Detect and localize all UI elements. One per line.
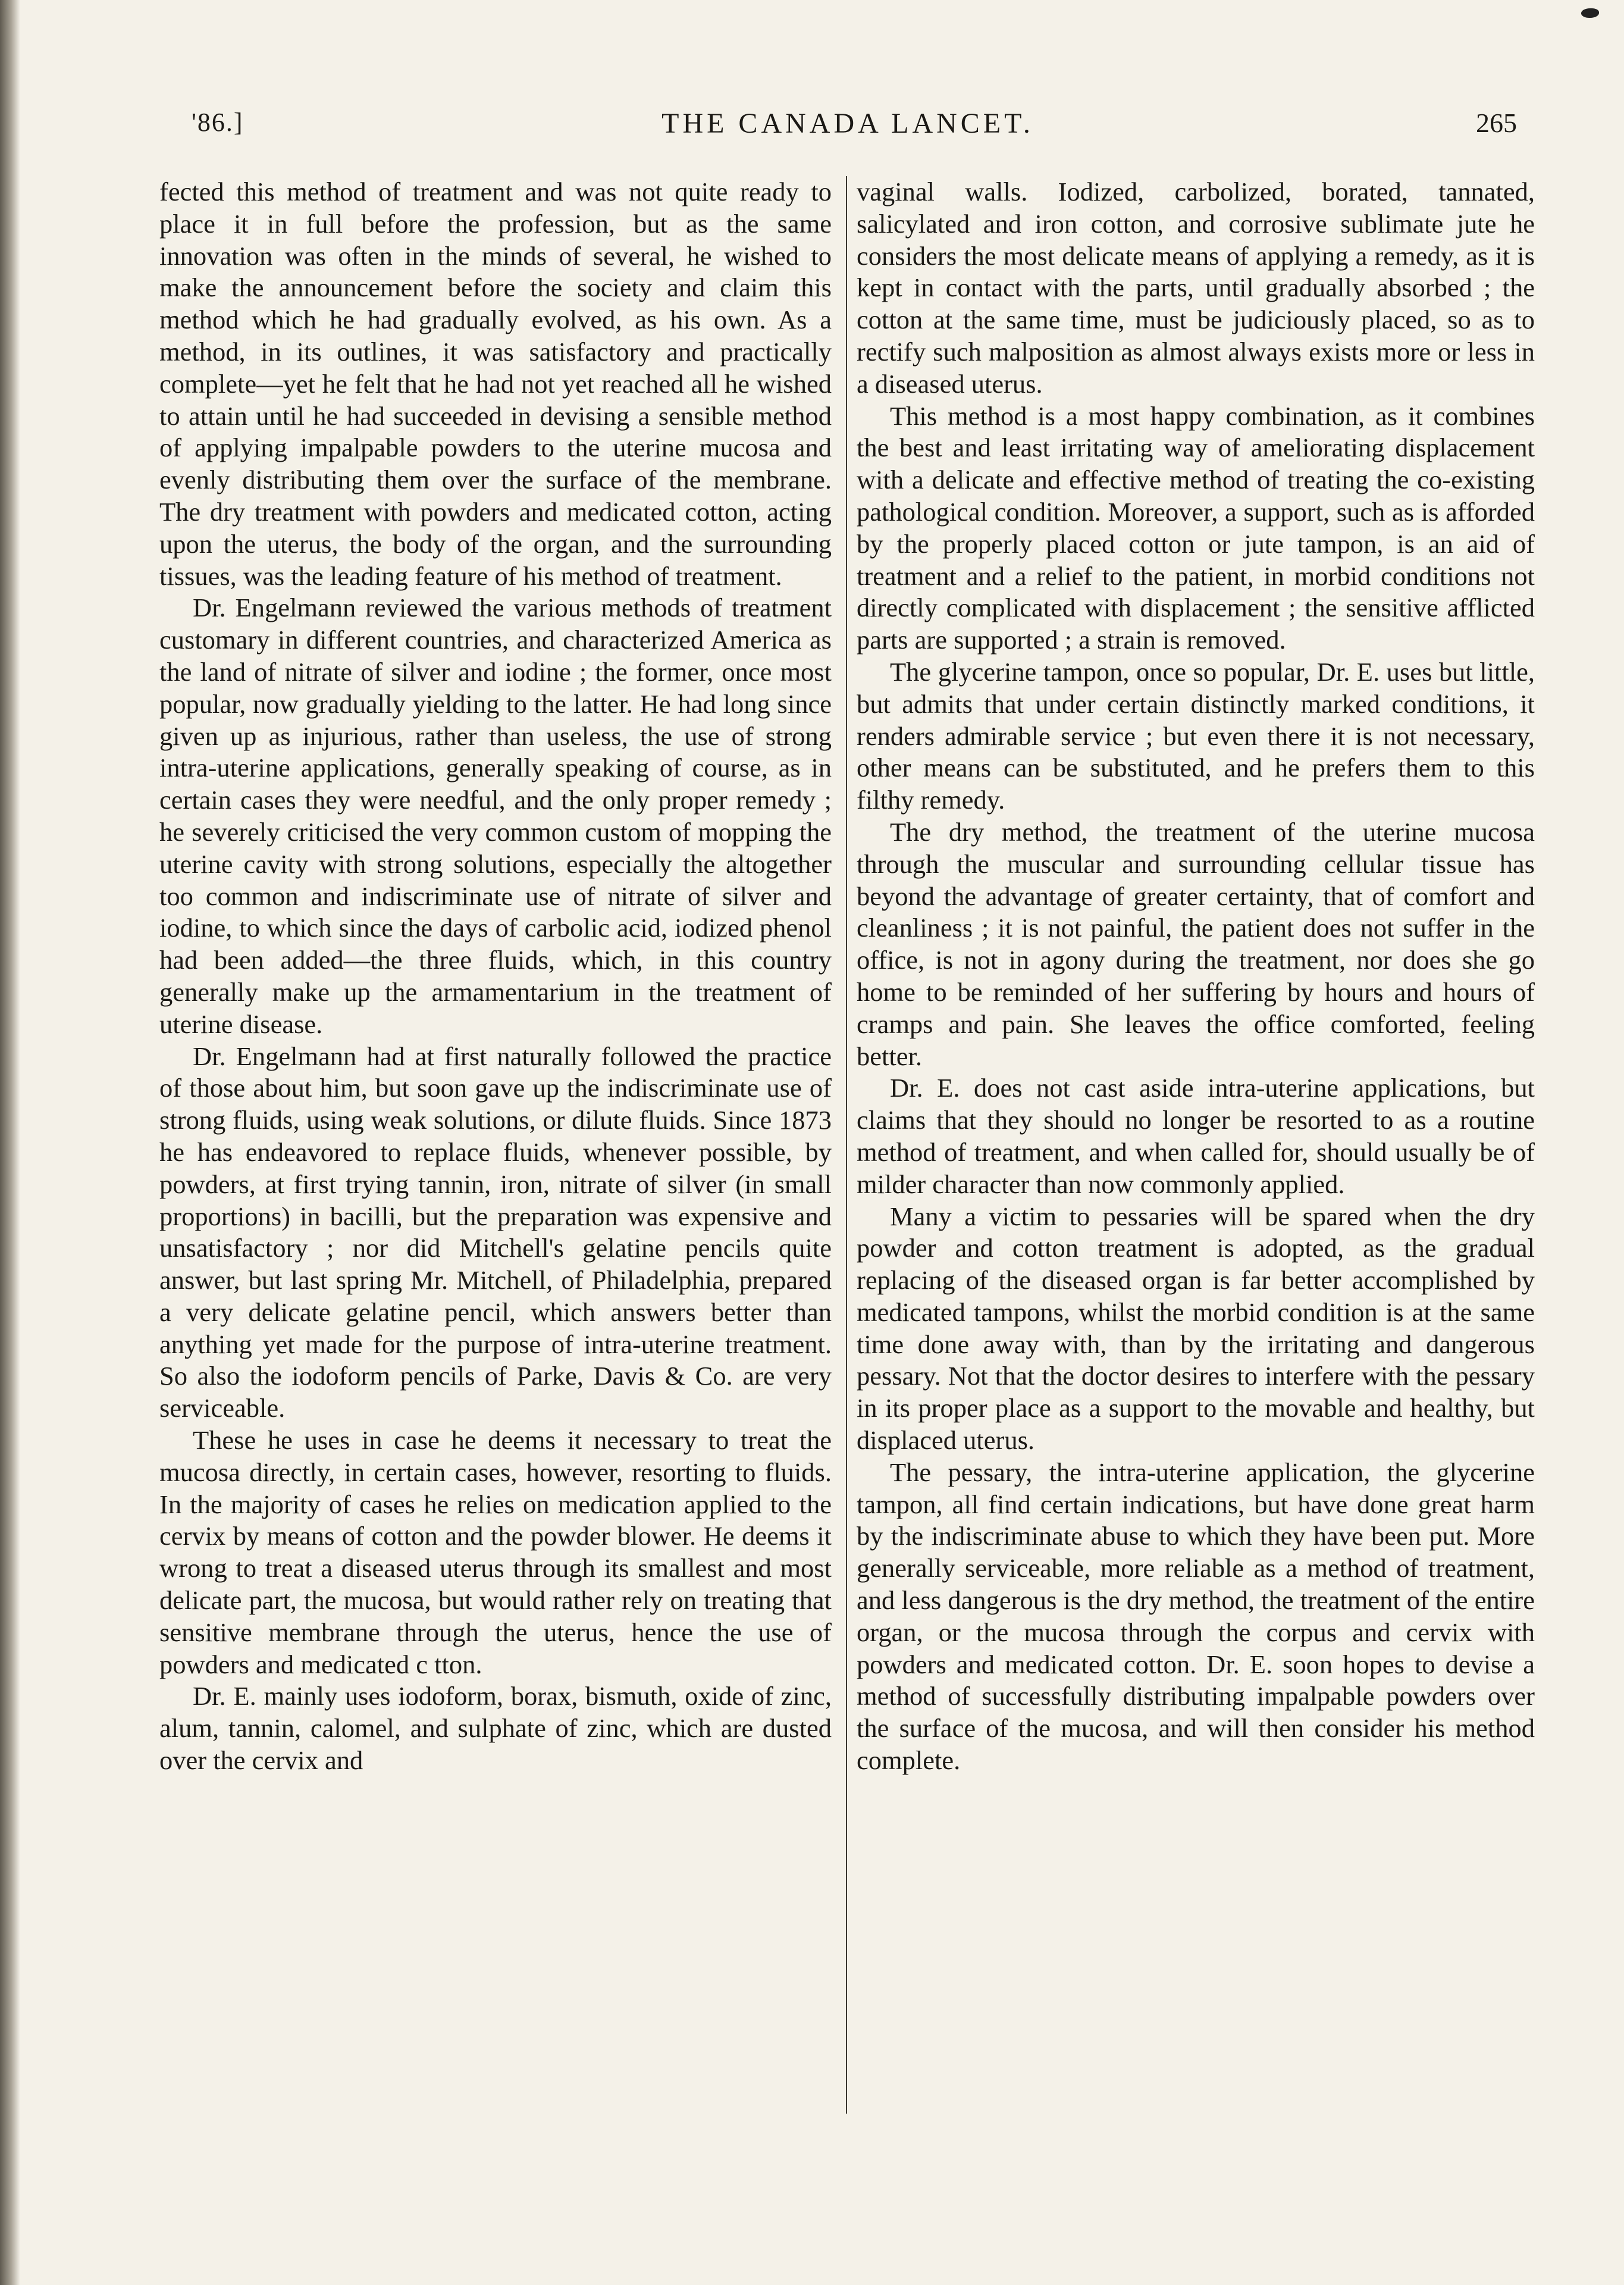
paragraph: The pessary, the intra-uterine application, the glycerine tampon, all find certain indications, but have done great harm by the indiscriminate abuse to which they have been put. More generally serviceable, more reliable as a method of treatment, and less dangerous is the dry method, the treatment of the entire organ, or the mucosa through the corpus and cervix with powders and medicated cotton. Dr. E. soon hopes to devise a method of successfully distributing impalpable powders over the surface of the mucosa, and will then consider his method complete. — [857, 1457, 1535, 1776]
paragraph: The dry method, the treatment of the uterine mucosa through the muscular and surrounding cellular tissue has beyond the advantage of greater certainty, that of comfort and cleanliness ; it is not painful, the patient does not suffer in the office, is not in agony during the treatment, nor does she go home to be reminded of her suffering by hours and hours of cramps and pain. She leaves the office comforted, feeling better. — [857, 816, 1535, 1071]
paragraph: This method is a most happy combination, as it combines the best and least irritating way of ameliorating displacement with a delicate and effective method of treating the co-existing pathological condition. Moreover, a support, such as is afforded by the properly placed cotton or jute tampon, is an aid of treatment and a relief to the patient, in morbid conditions not directly complicated with displacement ; the sensitive afflicted parts are supported ; a strain is removed. — [857, 400, 1535, 655]
paragraph: Many a victim to pessaries will be spared when the dry powder and cotton treatment is adopted, as the gradual replacing of the diseased organ is far better accomplished by medicated tampons, whilst the morbid condition is at the same time done away with, than by the irritating and dangerous pessary. Not that the doctor desires to interfere with the pessary in its proper place as a support to the movable and healthy, but displaced uterus. — [857, 1201, 1535, 1455]
header-year-mark: '86.] — [192, 108, 244, 137]
paragraph: Dr. Engelmann reviewed the various methods of treatment customary in different countries, and characterized America as the land of nitrate of silver and iodine ; the former, once most popular, now gradually yielding to the latter. He had long since given up as injurious, rather than useless, the use of strong intra-uterine applications, generally speaking of course, as in certain cases they were needful, and the only proper remedy ; he severely criticised the very common custom of mopping the uterine cavity with strong solutions, especially the altogether too common and indiscriminate use of nitrate of silver and iodine, to which since the days of carbolic acid, iodized phenol had been added—the three fluids, which, in this country generally make up the armamentarium in the treatment of uterine disease. — [159, 593, 832, 1039]
paragraph: vaginal walls. Iodized, carbolized, borated, tannated, salicylated and iron cotton, and corrosive sublimate jute he considers the most delicate means of applying a remedy, as it is kept in contact with the parts, until gradually absorbed ; the cotton at the same time, must be judiciously placed, so as to rectify such malposition as almost always exists more or less in a diseased uterus. — [857, 177, 1535, 399]
running-header — [173, 101, 1523, 155]
column-divider — [846, 176, 847, 2114]
page-number: 265 — [1476, 108, 1517, 138]
page-binding-edge — [0, 0, 20, 2285]
ink-mark — [1581, 8, 1599, 18]
paragraph: These he uses in case he deems it necessary to treat the mucosa directly, in certain cases, however, resorting to fluids. In the majority of cases he relies on medication applied to the cervix by means of cotton and the powder blower. He deems it wrong to treat a diseased uterus through its smallest and most delicate part, the mucosa, but would rather rely on treating that sensitive membrane through the uterus, hence the use of powders and medicated c tton. — [159, 1425, 832, 1679]
right-column — [857, 176, 1535, 1777]
journal-title: THE CANADA LANCET. — [661, 108, 1034, 139]
left-column — [159, 176, 832, 1777]
paragraph: Dr. E. mainly uses iodoform, borax, bismuth, oxide of zinc, alum, tannin, calomel, and sulphate of zinc, which are dusted over the cervix and — [159, 1681, 832, 1776]
paragraph: fected this method of treatment and was not quite ready to place it in full before the profession, but as the same innovation was often in the minds of several, he wished to make the announcement before the society and claim this method which he had gradually evolved, as his own. As a method, in its outlines, it was satisfactory and practically complete—yet he felt that he had not yet reached all he wished to attain until he had succeeded in devising a sensible method of applying impalpable powders to the uterine mucosa and evenly distributing them over the surface of the membrane. The dry treatment with powders and medicated cotton, acting upon the uterus, the body of the organ, and the surrounding tissues, was the leading feature of his method of treatment. — [159, 177, 832, 591]
paragraph: The glycerine tampon, once so popular, Dr. E. uses but little, but admits that under certain distinctly marked conditions, it renders admirable service ; but even there it is not necessary, other means can be substituted, and he prefers them to this filthy remedy. — [857, 656, 1535, 815]
paragraph: Dr. Engelmann had at first naturally followed the practice of those about him, but soon gave up the indiscriminate use of strong fluids, using weak solutions, or dilute fluids. Since 1873 he has endeavored to replace fluids, whenever possible, by powders, at first trying tannin, iron, nitrate of silver (in small proportions) in bacilli, but the preparation was expensive and unsatisfactory ; nor did Mitchell's gelatine pencils quite answer, but last spring Mr. Mitchell, of Philadelphia, prepared a very delicate gelatine pencil, which answers better than anything yet made for the purpose of intra-uterine treatment. So also the iodoform pencils of Parke, Davis & Co. are very serviceable. — [159, 1041, 832, 1423]
paragraph: Dr. E. does not cast aside intra-uterine applications, but claims that they should no longer be resorted to as a routine method of treatment, and when called for, should usually be of milder character than now commonly applied. — [857, 1073, 1535, 1199]
